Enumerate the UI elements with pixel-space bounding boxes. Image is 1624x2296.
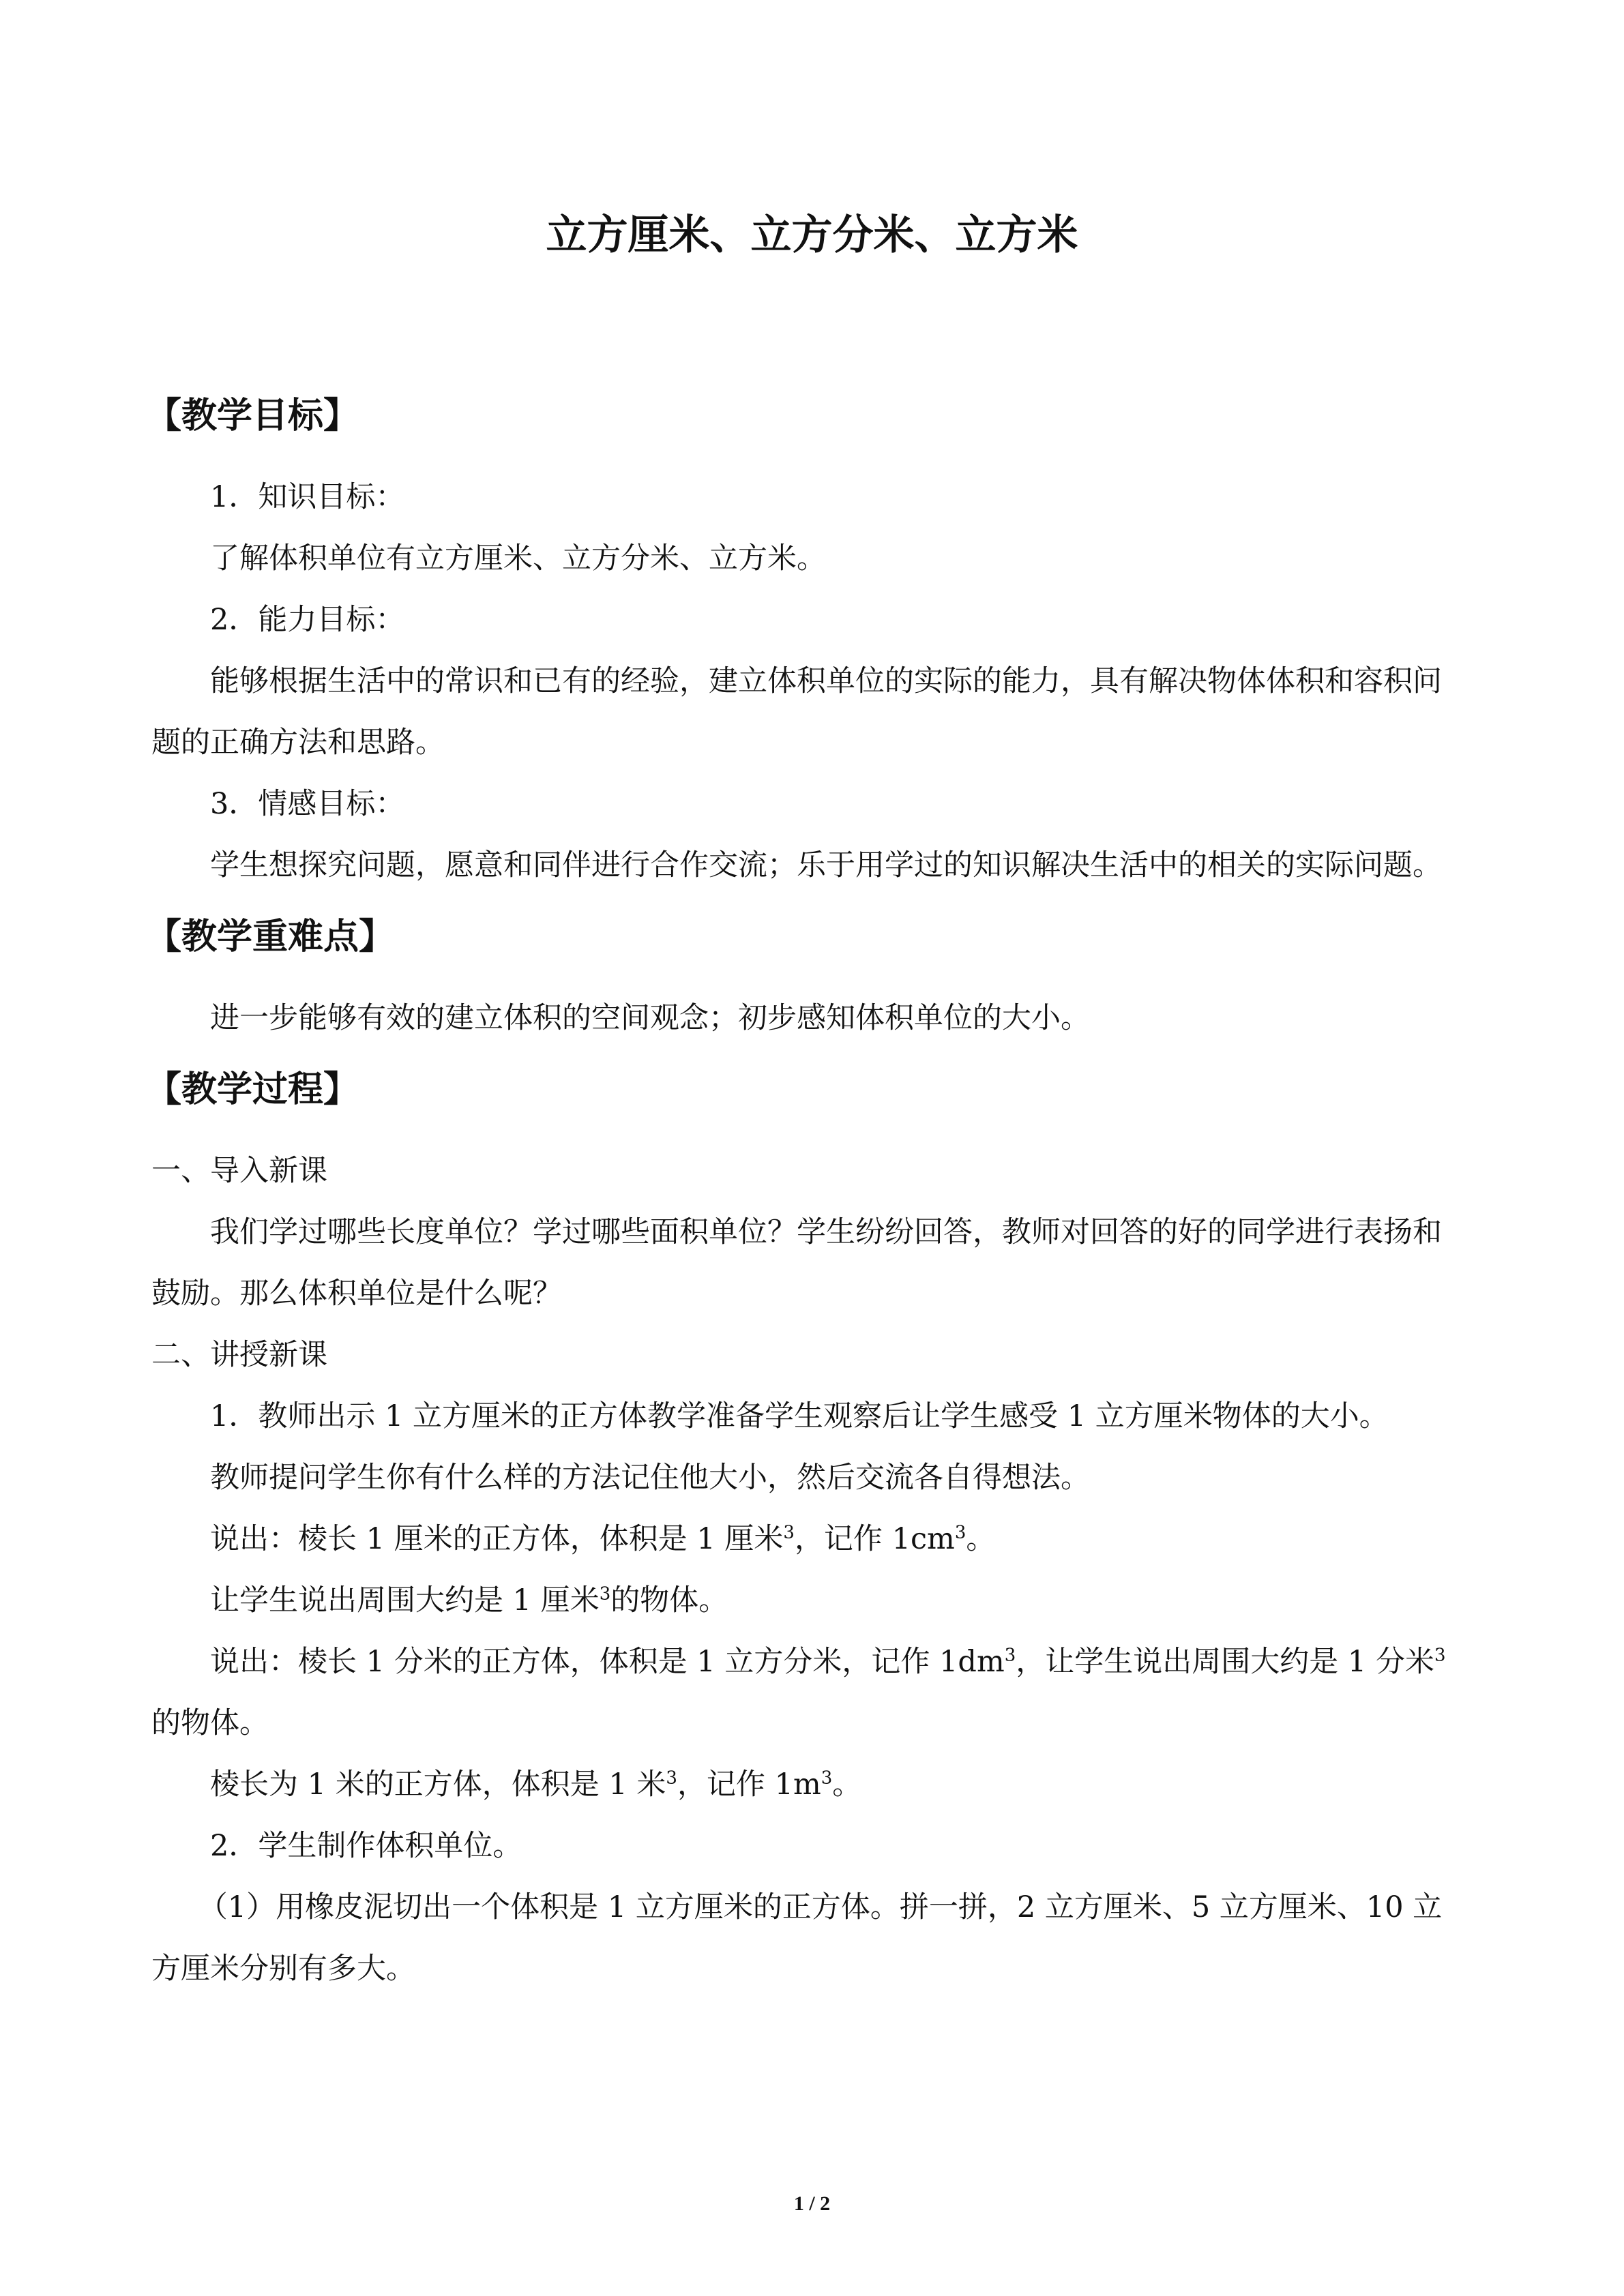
document-body [146,382,1461,1999]
paragraph-6: 棱长为 1 米的正方体，体积是 1 米$^3$，记作 $1m^3$。 [210,1768,862,1802]
goal-1-label: 1．知识目标： [210,480,405,514]
superscript-3: 3 [954,1522,966,1543]
paragraph-1: 1．教师出示 1 立方厘米的正方体教学准备学生观察后让学生感受 1 立方厘米物体的大小。 [210,1399,1389,1433]
page-title: 立方厘米、立方分米、立方米 [546,211,1078,259]
superscript-3: 3 [783,1522,795,1543]
superscript-3: 3 [1004,1645,1016,1666]
paragraph-3: 说出：棱长 1 厘米的正方体，体积是 1 厘米$^3$，记作 $1cm^3$。 [210,1522,996,1556]
part-2-heading: 二、讲授新课 [151,1338,327,1372]
section-heading-key-points: 【教学重难点】 [146,916,395,957]
goal-2-text: 能够根据生活中的常识和已有的经验，建立体积单位的实际的能力，具有解决物体体积和容积问题的正确方法和思路。 [151,664,1442,760]
paragraph-4: 让学生说出周围大约是 1 厘米$^3$的物体。 [210,1583,728,1617]
superscript-3: 3 [599,1583,611,1605]
goal-3-label: 3．情感目标： [210,787,405,821]
paragraph-8: （1）用橡皮泥切出一个体积是 1 立方厘米的正方体。拼一拼，2 立方厘米、5 立方厘米、10 立方厘米分别有多大。 [151,1890,1443,1986]
paragraph-5: 说出：棱长 1 分米的正方体，体积是 1 立方分米，记作 $1dm^3$，让学生说出周围大约是 1 分米$^3$的物体。 [151,1645,1446,1740]
part-1-heading: 一、导入新课 [151,1154,327,1188]
paragraph-7: 2．学生制作体积单位。 [210,1829,522,1863]
goal-3-text: 学生想探究问题，愿意和同伴进行合作交流；乐于用学过的知识解决生活中的相关的实际问题。 [210,848,1442,882]
goal-1-text: 了解体积单位有立方厘米、立方分米、立方米。 [210,541,826,576]
paragraph-2: 教师提问学生你有什么样的方法记住他大小，然后交流各自得想法。 [210,1461,1090,1495]
section-heading-process: 【教学过程】 [146,1069,359,1110]
part-1-text: 我们学过哪些长度单位？学过哪些面积单位？学生纷纷回答，教师对回答的好的同学进行表扬和鼓励。那么体积单位是什么呢？ [151,1215,1442,1311]
key-points-text: 进一步能够有效的建立体积的空间观念；初步感知体积单位的大小。 [210,1001,1090,1035]
goal-2-label: 2．能力目标： [210,603,405,637]
superscript-3: 3 [821,1768,833,1789]
superscript-3: 3 [666,1768,677,1789]
superscript-3: 3 [1434,1645,1446,1666]
page-number: 1 / 2 [793,2192,831,2215]
section-heading-goals: 【教学目标】 [146,396,359,436]
